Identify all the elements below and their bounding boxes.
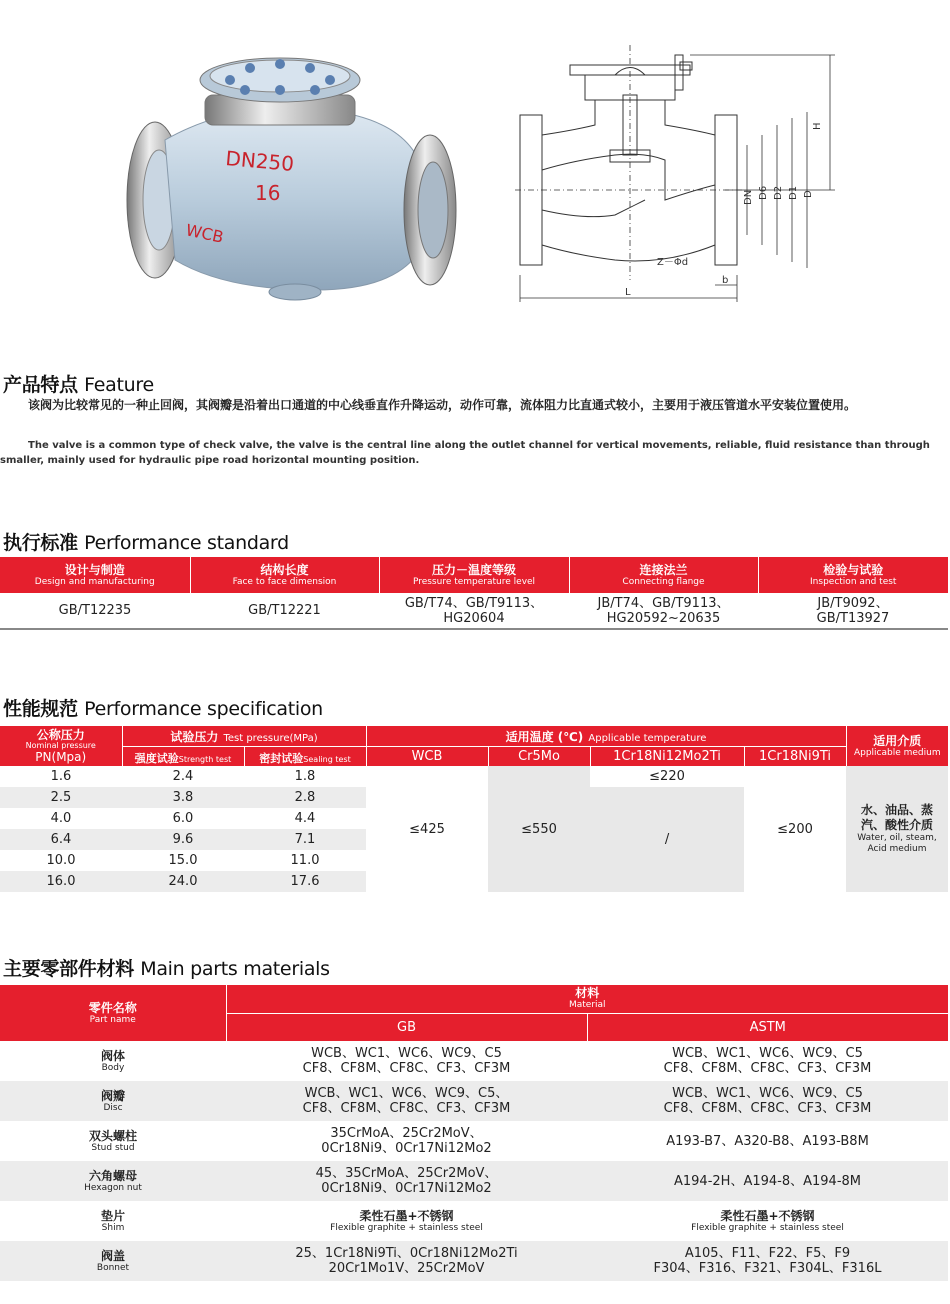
spec-temp-cr5mo: ≤550 — [488, 766, 590, 892]
dim-H: H — [812, 122, 823, 130]
mat-head-astm: ASTM — [587, 1013, 948, 1041]
materials-title — [3, 954, 330, 981]
std-val-flange: JB/T74、GB/T9113、 HG20592~20635 — [597, 595, 730, 626]
spec-row-pn: 10.0 — [46, 853, 76, 868]
mat-gb: 45、35CrMoA、25Cr2MoV、 0Cr18Ni9、0Cr17Ni12Mo2 — [315, 1166, 498, 1196]
feature-title-cn: 产品特点 — [3, 374, 78, 396]
dim-b: b — [722, 275, 729, 286]
spec-row-strength: 3.8 — [172, 790, 194, 805]
spec-row-sealing: 11.0 — [290, 853, 320, 868]
mat-head-gb: GB — [226, 1013, 587, 1041]
dim-D: D — [803, 190, 814, 198]
feature-title-en: Feature — [84, 374, 154, 396]
spec-row-pn: 6.4 — [50, 832, 72, 847]
spec-head-cr5mo: Cr5Mo — [488, 746, 590, 766]
mat-gb: 25、1Cr18Ni9Ti、0Cr18Ni12Mo2Ti 20Cr1Mo1V、25Cr2MoV — [295, 1246, 518, 1276]
spec-row-pn: 4.0 — [50, 811, 72, 826]
std-val-pressure: GB/T74、GB/T9113、 HG20604 — [404, 595, 544, 626]
mat-head-material: 材料 Material — [226, 985, 948, 1013]
feature-title — [3, 370, 154, 397]
mat-part: 阀体 Body — [100, 1048, 125, 1073]
spec-head-test: 试验压力 Test pressure(MPa) — [122, 726, 366, 746]
spec-row-strength: 15.0 — [168, 853, 198, 868]
std-val-face: GB/T12221 — [248, 603, 321, 618]
valve-drawing — [515, 40, 845, 310]
dim-DN: DN — [743, 189, 754, 205]
mat-gb: 柔性石墨+不锈钢 Flexible graphite + stainless steel — [330, 1208, 483, 1233]
dim-zd: Z－Φd — [657, 257, 689, 268]
std-head-inspection: 检验与试验 Inspection and test — [758, 557, 948, 593]
materials-title-cn: 主要零部件材料 — [3, 958, 134, 980]
dim-D1: D1 — [788, 185, 799, 200]
spec-title — [3, 694, 323, 721]
std-head-face: 结构长度 Face to face dimension — [190, 557, 379, 593]
spec-title-en: Performance specification — [84, 698, 323, 720]
spec-head-wcb: WCB — [366, 746, 488, 766]
spec-row-strength: 9.6 — [172, 832, 194, 847]
spec-row-sealing: 2.8 — [294, 790, 316, 805]
dim-D2: D2 — [773, 185, 784, 200]
spec-row-sealing: 4.4 — [294, 811, 316, 826]
spec-row-pn: 2.5 — [50, 790, 72, 805]
spec-row-strength: 6.0 — [172, 811, 194, 826]
mat-astm: A105、F11、F22、F5、F9 F304、F316、F321、F304L、F316L — [653, 1246, 882, 1276]
spec-head-1cr18ni9: 1Cr18Ni9Ti — [744, 746, 846, 766]
mat-astm: A193-B7、A320-B8、A193-B8M — [666, 1133, 869, 1149]
mat-astm: A194-2H、A194-8、A194-8M — [674, 1173, 861, 1189]
standard-table — [0, 557, 948, 630]
mat-part: 阀盖 Bonnet — [96, 1248, 130, 1273]
std-head-design: 设计与制造 Design and manufacturing — [34, 562, 155, 587]
mat-part: 阀瓣 Disc — [100, 1088, 125, 1113]
spec-temp-1cr18ni12-rest: / — [590, 787, 744, 892]
spec-medium: 水、油品、蒸汽、酸性介质 Water, oil, steam, Acid medium — [846, 766, 948, 892]
mat-astm: 柔性石墨+不锈钢 Flexible graphite + stainless steel — [691, 1208, 844, 1233]
spec-temp-1cr18ni12-top: ≤220 — [649, 769, 685, 784]
spec-temp-wcb: ≤425 — [409, 821, 445, 837]
spec-head-temp: 适用温度 (℃) Applicable temperature — [366, 726, 846, 746]
materials-table — [0, 985, 948, 1281]
mat-part: 六角螺母 Hexagon nut — [84, 1168, 142, 1193]
spec-row-sealing: 7.1 — [294, 832, 316, 847]
cast-material-mark: WCB — [184, 220, 226, 247]
cast-size-mark: DN250 — [224, 146, 295, 176]
spec-row-pn: 1.6 — [50, 769, 72, 784]
mat-part: 垫片 Shim — [100, 1208, 125, 1233]
mat-astm: WCB、WC1、WC6、WC9、C5 CF8、CF8M、CF8C、CF3、CF3M — [663, 1086, 872, 1116]
spec-head-1cr18ni12: 1Cr18Ni12Mo2Ti — [590, 746, 744, 766]
mat-head-part: 零件名称 Part name — [88, 1000, 137, 1025]
feature-text-cn: 该阀为比较常见的一种止回阀，其阀瓣是沿着出口通道的中心线垂直作升降运动，动作可靠，流体阻力比直通式较小，主要用于液压管道水平安装位置使用。 — [28, 398, 857, 412]
cast-pressure-mark: 16 — [255, 181, 281, 205]
standard-title-cn: 执行标准 — [3, 532, 78, 554]
spec-table — [0, 726, 948, 892]
mat-astm: WCB、WC1、WC6、WC9、C5 CF8、CF8M、CF8C、CF3、CF3M — [663, 1046, 872, 1076]
standard-title — [3, 528, 289, 555]
mat-part: 双头螺柱 Stud stud — [88, 1128, 137, 1153]
std-head-flange: 连接法兰 Connecting flange — [569, 557, 758, 593]
std-val-design: GB/T12235 — [58, 603, 132, 618]
spec-row-sealing: 17.6 — [290, 874, 320, 889]
std-val-inspection: JB/T9092、 GB/T13927 — [816, 595, 890, 626]
spec-head-strength: 强度试验Strength test — [122, 746, 244, 766]
materials-title-en: Main parts materials — [140, 958, 330, 980]
mat-gb: 35CrMoA、25Cr2MoV、 0Cr18Ni9、0Cr17Ni12Mo2 — [321, 1126, 492, 1156]
spec-row-strength: 2.4 — [172, 769, 194, 784]
feature-text-en: The valve is a common type of check valve, the valve is the central line along the outlet channel for vertical movements, reliable, fluid resistance than through smaller, mainly used for hydraulic pipe road horizontal mounting position. — [0, 440, 930, 466]
spec-title-cn: 性能规范 — [3, 698, 78, 720]
spec-temp-1cr18ni9: ≤200 — [777, 821, 813, 837]
mat-gb: WCB、WC1、WC6、WC9、C5 CF8、CF8M、CF8C、CF3、CF3M — [302, 1046, 511, 1076]
valve-photo — [115, 40, 475, 330]
spec-row-strength: 24.0 — [168, 874, 198, 889]
dim-D6: D6 — [758, 185, 769, 200]
spec-head-pn: 公称压力 Nominal pressure PN(Mpa) — [25, 728, 96, 764]
spec-row-sealing: 1.8 — [294, 769, 316, 784]
std-head-pressure: 压力－温度等级 Pressure temperature level — [379, 557, 569, 593]
spec-head-sealing: 密封试验Sealing test — [244, 746, 366, 766]
spec-head-medium: 适用介质 Applicable medium — [846, 726, 948, 766]
dim-L: L — [625, 287, 631, 298]
spec-row-pn: 16.0 — [46, 874, 76, 889]
standard-title-en: Performance standard — [84, 532, 289, 554]
mat-gb: WCB、WC1、WC6、WC9、C5、 CF8、CF8M、CF8C、CF3、CF3M — [302, 1086, 511, 1116]
